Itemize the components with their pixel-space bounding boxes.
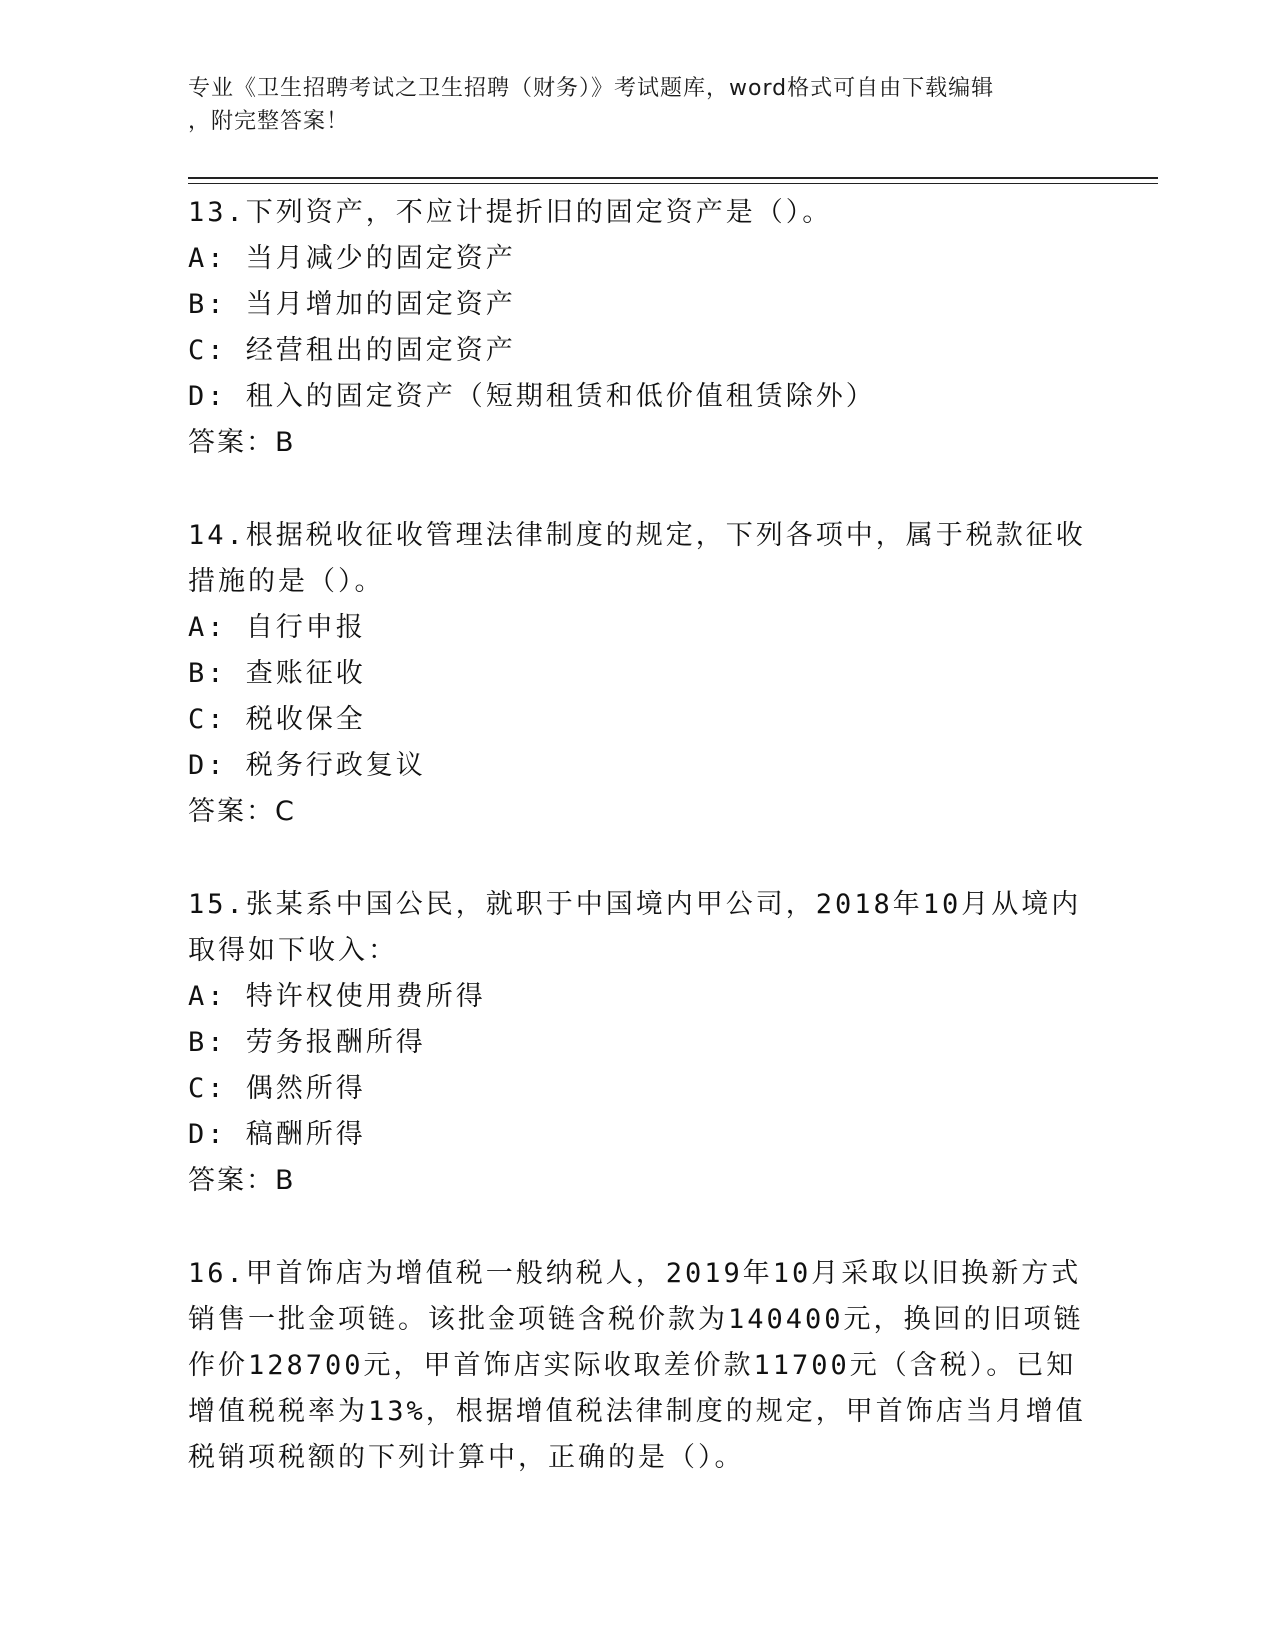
option-a: A: 当月减少的固定资产 xyxy=(188,243,516,274)
option-a: A: 特许权使用费所得 xyxy=(188,981,486,1012)
question-14 xyxy=(188,513,1088,835)
question-stem: 16.甲首饰店为增值税一般纳税人，2019年10月采取以旧换新方式销售一批金项链。该批金项链含税价款为140400元，换回的旧项链作价128700元，甲首饰店实际收取差价款11700元（含税）。已知增值税税率为13%，根据增值税法律制度的规定，甲首饰店当月增值税销项税额的下列计算中，正确的是（）。 xyxy=(188,1258,1086,1473)
header-divider-thin xyxy=(188,183,1158,184)
header-divider xyxy=(188,177,1158,179)
question-list xyxy=(188,190,1088,1528)
question-stem: 14.根据税收征收管理法律制度的规定，下列各项中，属于税款征收措施的是（）。 xyxy=(188,520,1086,597)
question-15 xyxy=(188,882,1088,1204)
header-line-2: ，附完整答案！ xyxy=(188,109,350,134)
option-d: D: 租入的固定资产（短期租赁和低价值租赁除外） xyxy=(188,381,876,412)
question-stem: 15.张某系中国公民，就职于中国境内甲公司，2018年10月从境内取得如下收入： xyxy=(188,889,1082,966)
header-line-1: 专业《卫生招聘考试之卫生招聘（财务）》考试题库，word格式可自由下载编辑 xyxy=(188,76,995,101)
answer-line: 答案：B xyxy=(188,427,296,458)
answer-line: 答案：B xyxy=(188,1165,296,1196)
option-c: C: 偶然所得 xyxy=(188,1073,366,1104)
option-a: A: 自行申报 xyxy=(188,612,366,643)
option-b: B: 当月增加的固定资产 xyxy=(188,289,516,320)
option-b: B: 查账征收 xyxy=(188,658,366,689)
question-13 xyxy=(188,190,1088,466)
document-header xyxy=(188,72,1088,138)
question-16 xyxy=(188,1251,1088,1481)
option-d: D: 稿酬所得 xyxy=(188,1119,366,1150)
option-c: C: 税收保全 xyxy=(188,704,366,735)
question-stem: 13.下列资产，不应计提折旧的固定资产是（）。 xyxy=(188,197,833,228)
option-b: B: 劳务报酬所得 xyxy=(188,1027,426,1058)
answer-line: 答案：C xyxy=(188,796,296,827)
option-d: D: 税务行政复议 xyxy=(188,750,426,781)
option-c: C: 经营租出的固定资产 xyxy=(188,335,516,366)
